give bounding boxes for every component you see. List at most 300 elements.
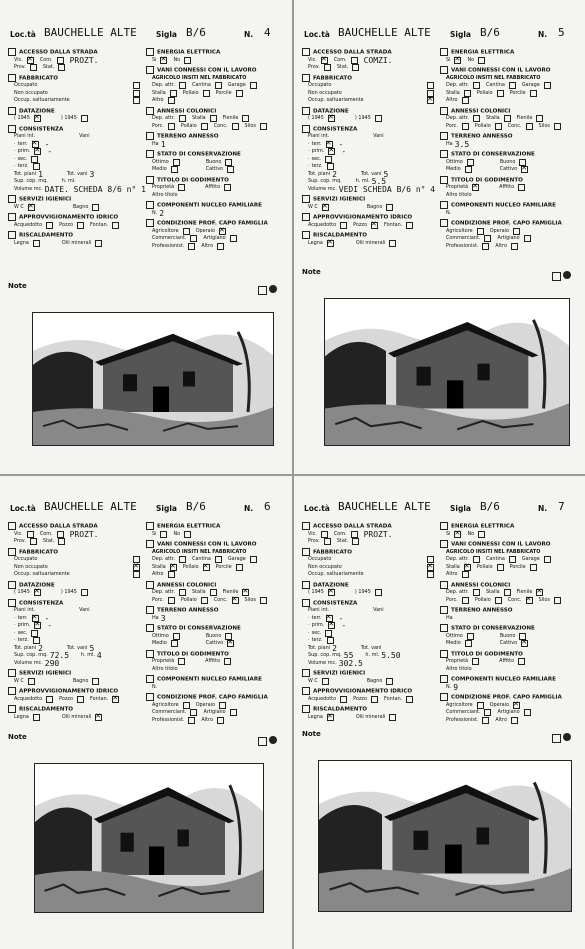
label-sec: sec. (311, 629, 322, 636)
commerciant-checkbox[interactable] (484, 235, 491, 242)
building-photo-image (33, 313, 273, 445)
before-1945-checkbox[interactable] (328, 589, 335, 596)
label-cattivo: Cattivo (499, 166, 518, 172)
silos-checkbox[interactable] (260, 123, 267, 130)
label-dep_attr: Dep. attr. (152, 82, 175, 88)
dep-attr-checkbox[interactable] (473, 82, 480, 89)
ann-dep-checkbox[interactable] (179, 589, 186, 596)
sec-checkbox[interactable] (31, 156, 38, 163)
label-porcile: Porcile (215, 89, 232, 96)
after-1945-checkbox[interactable] (375, 115, 382, 122)
com-checkbox[interactable] (351, 57, 358, 64)
ann-dep-checkbox[interactable] (473, 115, 480, 122)
label-stalla: Stalla (191, 589, 206, 595)
vic-checkbox[interactable] (321, 531, 328, 538)
conc-checkbox[interactable] (526, 123, 533, 130)
medio-checkbox[interactable] (171, 640, 178, 647)
commerciant-checkbox[interactable] (190, 235, 197, 242)
before-1945-checkbox[interactable] (328, 115, 335, 122)
label-note: Note (302, 268, 321, 276)
label-dep_attr: Dep. attr. (446, 115, 469, 121)
occupato-checkbox[interactable] (133, 82, 140, 89)
handwritten-terreno_ha: 3.5 (454, 139, 470, 149)
label-stato: STATO DI CONSERVAZIONE (157, 625, 241, 632)
handwritten-terreno_ha: 3 (160, 613, 166, 623)
professionist-checkbox[interactable] (482, 243, 489, 250)
bagno-checkbox[interactable] (386, 678, 393, 685)
occupato-checkbox[interactable] (427, 82, 434, 89)
vic-checkbox[interactable] (321, 57, 328, 64)
ottimo-checkbox[interactable] (467, 159, 474, 166)
label-garage: Garage (521, 82, 540, 88)
label-ottimo: Ottimo (152, 158, 169, 165)
label-ha: Ha (446, 614, 453, 621)
label-condizione: CONDIZIONE PROF. CAPO FAMIGLIA (157, 694, 268, 701)
before-1945-checkbox[interactable] (34, 115, 41, 122)
commerciant-checkbox[interactable] (190, 709, 197, 716)
pozzo-checkbox[interactable] (371, 222, 378, 229)
agricoltore-checkbox[interactable] (477, 228, 484, 235)
energia-no-checkbox[interactable] (184, 531, 191, 538)
label-stalla: Stalla (191, 115, 206, 121)
label-prim: prim. (311, 148, 325, 154)
non-occupato-checkbox[interactable] (427, 564, 434, 571)
ann-stalla-checkbox[interactable] (504, 589, 511, 596)
label-servizi: SERVIZI IGIENICI (19, 196, 72, 203)
label-com: Com. (39, 56, 53, 63)
artigiano-checkbox[interactable] (230, 709, 237, 716)
energia-no-checkbox[interactable] (478, 531, 485, 538)
label-agricolo: AGRICOLO INSITI NEL FABBRICATO (152, 548, 247, 555)
occup-salt-checkbox[interactable] (133, 571, 140, 578)
non-occupato-checkbox[interactable] (133, 564, 140, 571)
legna-checkbox[interactable] (33, 240, 40, 247)
label-h_ml: h. ml. (365, 652, 380, 658)
label-altro_titolo: Altro titolo (152, 191, 178, 198)
label-dep_attr: Dep. attr. (152, 556, 175, 562)
label-pozzo: Pozzo (59, 695, 73, 702)
legna-checkbox[interactable] (33, 714, 40, 721)
com-checkbox[interactable] (57, 57, 64, 64)
label-occup_salt: Occup. saltuariamente (14, 97, 70, 103)
label-n: N. (538, 30, 548, 39)
label-fontan: Fontan. (90, 221, 109, 228)
label-porcile: Porcile (509, 89, 526, 96)
label-occup_salt: Occup. saltuariamente (14, 571, 70, 577)
label-vani: Vani (373, 133, 384, 139)
label-cantina: Cantina (191, 556, 211, 562)
fienile-checkbox[interactable] (242, 589, 249, 596)
ann-pollaio-checkbox[interactable] (495, 123, 502, 130)
label-componenti: COMPONENTI NUCLEO FAMILIARE (157, 202, 262, 209)
operaio-checkbox[interactable] (513, 228, 520, 235)
olii-checkbox[interactable] (389, 714, 396, 721)
energia-si-checkbox[interactable] (454, 57, 461, 64)
label-terreno: TERRENO ANNESSO (157, 607, 219, 614)
card-number: 6 (264, 500, 271, 513)
cantina-checkbox[interactable] (215, 556, 222, 563)
energia-si-checkbox[interactable] (454, 531, 461, 538)
bagno-checkbox[interactable] (92, 204, 99, 211)
pollaio-checkbox[interactable] (497, 90, 504, 97)
artigiano-checkbox[interactable] (230, 235, 237, 242)
label-medio: Medio (152, 166, 167, 172)
proprieta-checkbox[interactable] (178, 184, 185, 191)
medio-checkbox[interactable] (465, 640, 472, 647)
garage-checkbox[interactable] (250, 556, 257, 563)
altro-checkbox[interactable] (168, 97, 175, 104)
label-vani: Vani (79, 133, 90, 139)
dep-attr-checkbox[interactable] (473, 556, 480, 563)
right-column (146, 520, 282, 724)
occup-salt-checkbox[interactable] (427, 97, 434, 104)
cantina-checkbox[interactable] (215, 82, 222, 89)
label-piani_int: Piani int. (14, 607, 36, 613)
ann-dep-checkbox[interactable] (473, 589, 480, 596)
wc-checkbox[interactable] (28, 678, 35, 685)
legna-checkbox[interactable] (327, 714, 334, 721)
label-affitto: Affitto (499, 184, 515, 190)
fontan-checkbox[interactable] (112, 222, 119, 229)
label-annessi: ANNESSI COLONICI (451, 582, 511, 588)
label-energia: ENERGIA ELETTRICA (157, 523, 221, 530)
cattivo-checkbox[interactable] (521, 166, 528, 173)
energia-no-checkbox[interactable] (478, 57, 485, 64)
label-fabbricato: FABBRICATO (19, 549, 58, 555)
acquedotto-checkbox[interactable] (340, 222, 347, 229)
label-garage: Garage (227, 556, 246, 562)
label-silos: Silos (244, 596, 256, 603)
conc-checkbox[interactable] (232, 123, 239, 130)
label-energia: ENERGIA ELETTRICA (451, 523, 515, 530)
altro-checkbox[interactable] (462, 97, 469, 104)
label-annessi: ANNESSI COLONICI (451, 108, 511, 114)
prim-checkbox[interactable] (328, 148, 335, 155)
after-1945-checkbox[interactable] (81, 115, 88, 122)
terz-checkbox[interactable] (327, 637, 334, 644)
label-occupato: Occupato (308, 556, 332, 562)
label-acquedotto: Acquedotto (14, 221, 43, 228)
label-professionist: Professionist. (152, 716, 185, 723)
label-vic: Vic. (14, 530, 23, 537)
label-proprieta: Proprietà (152, 184, 175, 190)
cattivo-checkbox[interactable] (227, 166, 234, 173)
prov-checkbox[interactable] (30, 538, 37, 545)
acquedotto-checkbox[interactable] (340, 696, 347, 703)
label-altro2: Altro (495, 716, 507, 723)
label-non_occupato: Non occupato (308, 563, 342, 570)
label-occup_salt: Occup. saltuariamente (308, 571, 364, 577)
label-accesso: ACCESSO DALLA STRADA (19, 523, 98, 530)
fontan-checkbox[interactable] (406, 696, 413, 703)
wc-checkbox[interactable] (322, 678, 329, 685)
label-professionist: Professionist. (446, 242, 479, 249)
vic-checkbox[interactable] (27, 57, 34, 64)
pozzo-checkbox[interactable] (77, 696, 84, 703)
label-buono: Buono (499, 632, 516, 639)
prov-checkbox[interactable] (30, 64, 37, 71)
bagno-checkbox[interactable] (92, 678, 99, 685)
olii-checkbox[interactable] (389, 240, 396, 247)
label-pollaio: Pollaio (474, 122, 491, 129)
sec-checkbox[interactable] (31, 630, 38, 637)
label-occup_salt: Occup. saltuariamente (308, 97, 364, 103)
label-acquedotto: Acquedotto (14, 695, 43, 702)
artigiano-checkbox[interactable] (524, 235, 531, 242)
stalla-checkbox[interactable] (464, 564, 471, 571)
medio-checkbox[interactable] (171, 166, 178, 173)
label-pollaio: Pollaio (474, 596, 491, 603)
professionist-checkbox[interactable] (188, 717, 195, 724)
agricoltore-checkbox[interactable] (183, 228, 190, 235)
operaio-checkbox[interactable] (219, 702, 226, 709)
fienile-checkbox[interactable] (242, 115, 249, 122)
label-conc: Conc. (507, 122, 522, 129)
cattivo-checkbox[interactable] (227, 640, 234, 647)
stalla-checkbox[interactable] (170, 90, 177, 97)
com-checkbox[interactable] (351, 531, 358, 538)
affitto-checkbox[interactable] (224, 184, 231, 191)
before-1945-checkbox[interactable] (34, 589, 41, 596)
fienile-checkbox[interactable] (536, 115, 543, 122)
label-buono: Buono (205, 632, 222, 639)
operaio-checkbox[interactable] (219, 228, 226, 235)
agricoltore-checkbox[interactable] (477, 702, 484, 709)
commerciant-checkbox[interactable] (484, 709, 491, 716)
professionist-checkbox[interactable] (188, 243, 195, 250)
proprieta-checkbox[interactable] (472, 184, 479, 191)
vic-checkbox[interactable] (27, 531, 34, 538)
left-column: ACCESSO DALLA STRADA Vic. ✕ Com. PROZT. Prov. Stat. FABBRICATO Occupato Non occupato Occup. saltuariamente DATAZIONE ( 1945 ✕ ) 1945 CONSISTENZA Piani int. Vani · terr. ✕ - · prim. ✕ - · sec. · terz. Tot. piani 1 Tot. vani 3 Sup. cop. mq. h. ml. Volume mc. DATE. SCHEDA 8/6 n° 1 SERVIZI IGIENICI W C ✕ Bagno APPROVVIGIONAMENTO IDRICO Acquedotto Pozzo Fontan. RISCALDAMENTO Legna Olii minerali (8, 46, 144, 247)
porc-checkbox[interactable] (462, 597, 469, 604)
ann-stalla-checkbox[interactable] (210, 115, 217, 122)
ottimo-checkbox[interactable] (467, 633, 474, 640)
buono-checkbox[interactable] (225, 159, 232, 166)
dep-attr-checkbox[interactable] (179, 556, 186, 563)
label-stato: STATO DI CONSERVAZIONE (157, 151, 241, 158)
pozzo-checkbox[interactable] (77, 222, 84, 229)
label-prim: prim. (17, 148, 31, 154)
sec-checkbox[interactable] (325, 156, 332, 163)
label-stat: Stat. (336, 64, 349, 70)
label-olii: Olii minerali (355, 713, 386, 720)
porc-checkbox[interactable] (168, 597, 175, 604)
label-sec: sec. (311, 155, 322, 162)
operaio-checkbox[interactable] (513, 702, 520, 709)
porcile-checkbox[interactable] (236, 564, 243, 571)
occup-salt-checkbox[interactable] (133, 97, 140, 104)
cantina-checkbox[interactable] (509, 82, 516, 89)
proprieta-checkbox[interactable] (472, 658, 479, 665)
prim-checkbox[interactable] (34, 148, 41, 155)
locality-value: BAUCHELLE ALTE (44, 26, 137, 39)
non-occupato-checkbox[interactable] (133, 90, 140, 97)
prov-checkbox[interactable] (324, 64, 331, 71)
label-operaio: Operaio (489, 701, 510, 708)
label-sup_cop: Sup. cop. mq. (308, 652, 342, 658)
stat-checkbox[interactable] (352, 538, 359, 545)
legna-checkbox[interactable] (327, 240, 334, 247)
agricoltore-checkbox[interactable] (183, 702, 190, 709)
label-medio: Medio (152, 640, 167, 646)
label-pozzo: Pozzo (353, 695, 367, 702)
porc-checkbox[interactable] (462, 123, 469, 130)
label-acquedotto: Acquedotto (308, 695, 337, 702)
proprieta-checkbox[interactable] (178, 658, 185, 665)
stat-checkbox[interactable] (352, 64, 359, 71)
prov-checkbox[interactable] (324, 538, 331, 545)
affitto-checkbox[interactable] (518, 658, 525, 665)
label-stato: STATO DI CONSERVAZIONE (451, 625, 535, 632)
garage-checkbox[interactable] (544, 82, 551, 89)
medio-checkbox[interactable] (465, 166, 472, 173)
altro2-checkbox[interactable] (217, 243, 224, 250)
affitto-checkbox[interactable] (224, 658, 231, 665)
label-porcile: Porcile (509, 563, 526, 570)
ann-stalla-checkbox[interactable] (504, 115, 511, 122)
label-sup_cop: Sup. cop. mq. (308, 178, 342, 184)
ottimo-checkbox[interactable] (173, 159, 180, 166)
olii-checkbox[interactable] (95, 240, 102, 247)
garage-checkbox[interactable] (544, 556, 551, 563)
pollaio-checkbox[interactable] (497, 564, 504, 571)
energia-si-checkbox[interactable] (160, 531, 167, 538)
label-tot_piani: Tot. piani (14, 170, 37, 177)
label-prim: prim. (311, 622, 325, 628)
porcile-checkbox[interactable] (530, 90, 537, 97)
affitto-checkbox[interactable] (518, 184, 525, 191)
sec-checkbox[interactable] (325, 630, 332, 637)
silos-checkbox[interactable] (260, 597, 267, 604)
sigla-value: B/6 (480, 500, 500, 513)
label-terreno: TERRENO ANNESSO (451, 607, 513, 614)
handwritten-volume: 302.5 (338, 658, 363, 668)
ann-stalla-checkbox[interactable] (210, 589, 217, 596)
label-agricoltore: Agricoltore (152, 701, 179, 708)
label-cattivo: Cattivo (205, 166, 224, 172)
label-servizi: SERVIZI IGIENICI (313, 670, 366, 677)
silos-checkbox[interactable] (554, 123, 561, 130)
card-header (304, 26, 574, 44)
fontan-checkbox[interactable] (112, 696, 119, 703)
label-consistenza: CONSISTENZA (313, 126, 358, 132)
conc-checkbox[interactable] (526, 597, 533, 604)
after-1945-checkbox[interactable] (81, 589, 88, 596)
sigla-value: B/6 (186, 26, 206, 39)
locality-value: BAUCHELLE ALTE (44, 500, 137, 513)
pollaio-checkbox[interactable] (203, 90, 210, 97)
label-pollaio: Pollaio (182, 563, 199, 570)
terz-checkbox[interactable] (33, 163, 40, 170)
professionist-checkbox[interactable] (482, 717, 489, 724)
occup-salt-checkbox[interactable] (427, 571, 434, 578)
terz-checkbox[interactable] (33, 637, 40, 644)
altro-checkbox[interactable] (168, 571, 175, 578)
label-dep_attr: Dep. attr. (152, 115, 175, 121)
ann-pollaio-checkbox[interactable] (201, 597, 208, 604)
label-tot_piani: Tot. piani (14, 644, 37, 651)
wc-checkbox[interactable] (28, 204, 35, 211)
label-terreno: TERRENO ANNESSO (451, 133, 513, 140)
card-number: 5 (558, 26, 565, 39)
altro2-checkbox[interactable] (511, 717, 518, 724)
label-terr: terr. (17, 614, 28, 621)
label-accesso: ACCESSO DALLA STRADA (19, 49, 98, 56)
pozzo-checkbox[interactable] (371, 696, 378, 703)
energia-no-checkbox[interactable] (184, 57, 191, 64)
label-fienile: Fienile (516, 115, 533, 121)
label-d1: ( 1945 (14, 589, 30, 595)
altro2-checkbox[interactable] (217, 717, 224, 724)
com-checkbox[interactable] (57, 531, 64, 538)
label-sigla: Sigla (156, 504, 177, 513)
olii-checkbox[interactable] (95, 714, 102, 721)
label-titolo: TITOLO DI GODIMENTO (451, 177, 523, 183)
label-operaio: Operaio (195, 701, 216, 708)
artigiano-checkbox[interactable] (524, 709, 531, 716)
ann-pollaio-checkbox[interactable] (201, 123, 208, 130)
stat-checkbox[interactable] (58, 64, 65, 71)
bagno-checkbox[interactable] (386, 204, 393, 211)
fienile-checkbox[interactable] (536, 589, 543, 596)
label-fienile: Fienile (516, 589, 533, 595)
porc-checkbox[interactable] (168, 123, 175, 130)
prim-checkbox[interactable] (34, 622, 41, 629)
ann-pollaio-checkbox[interactable] (495, 597, 502, 604)
pollaio-checkbox[interactable] (203, 564, 210, 571)
label-dep_attr: Dep. attr. (446, 556, 469, 562)
acquedotto-checkbox[interactable] (46, 696, 53, 703)
altro-checkbox[interactable] (462, 571, 469, 578)
stalla-checkbox[interactable] (464, 90, 471, 97)
label-piani_int: Piani int. (308, 133, 330, 139)
label-altro: Altro (446, 571, 458, 577)
label-riscaldamento: RISCALDAMENTO (19, 706, 74, 713)
left-column: ACCESSO DALLA STRADA Vic. ✕ Com. COMZI. Prov. Stat. FABBRICATO Occupato Non occupato Occup. saltuariamente ✕ DATAZIONE ( 1945 ✕ ) 1945 CONSISTENZA Piani int. Vani · terr. ✕ - · prim. ✕ - · sec. · terz. Tot. piani 2 Tot. vani 5 Sup. cop. mq. h. ml. 5.5 Volume mc. VEDI SCHEDA B/6 n° 4 SERVIZI IGIENICI W C ✕ Bagno APPROVVIGIONAMENTO IDRICO Acquedotto Pozzo ✕ Fontan. RISCALDAMENTO Legna ✕ Olii minerali (302, 46, 438, 247)
label-fontan: Fontan. (384, 695, 403, 702)
label-n: N. (538, 504, 548, 513)
ann-dep-checkbox[interactable] (179, 115, 186, 122)
cattivo-checkbox[interactable] (521, 640, 528, 647)
cantina-checkbox[interactable] (509, 556, 516, 563)
label-stat: Stat. (336, 538, 349, 544)
dep-attr-checkbox[interactable] (179, 82, 186, 89)
terz-checkbox[interactable] (327, 163, 334, 170)
fontan-checkbox[interactable] (406, 222, 413, 229)
prim-checkbox[interactable] (328, 622, 335, 629)
garage-checkbox[interactable] (250, 82, 257, 89)
label-silos: Silos (244, 122, 256, 129)
conc-checkbox[interactable] (232, 597, 239, 604)
silos-checkbox[interactable] (554, 597, 561, 604)
stat-checkbox[interactable] (58, 538, 65, 545)
label-fienile: Fienile (222, 589, 239, 595)
label-n: N. (244, 30, 254, 39)
wc-checkbox[interactable] (322, 204, 329, 211)
energia-si-checkbox[interactable] (160, 57, 167, 64)
acquedotto-checkbox[interactable] (46, 222, 53, 229)
after-1945-checkbox[interactable] (375, 589, 382, 596)
label-vani_conn: VANI CONNESSI CON IL LAVORO (157, 541, 257, 548)
porcile-checkbox[interactable] (530, 564, 537, 571)
porcile-checkbox[interactable] (236, 90, 243, 97)
label-terz: terz. (311, 163, 323, 169)
label-n: N. (152, 683, 158, 690)
stalla-checkbox[interactable] (170, 564, 177, 571)
label-pozzo: Pozzo (353, 221, 367, 228)
ottimo-checkbox[interactable] (173, 633, 180, 640)
altro2-checkbox[interactable] (511, 243, 518, 250)
